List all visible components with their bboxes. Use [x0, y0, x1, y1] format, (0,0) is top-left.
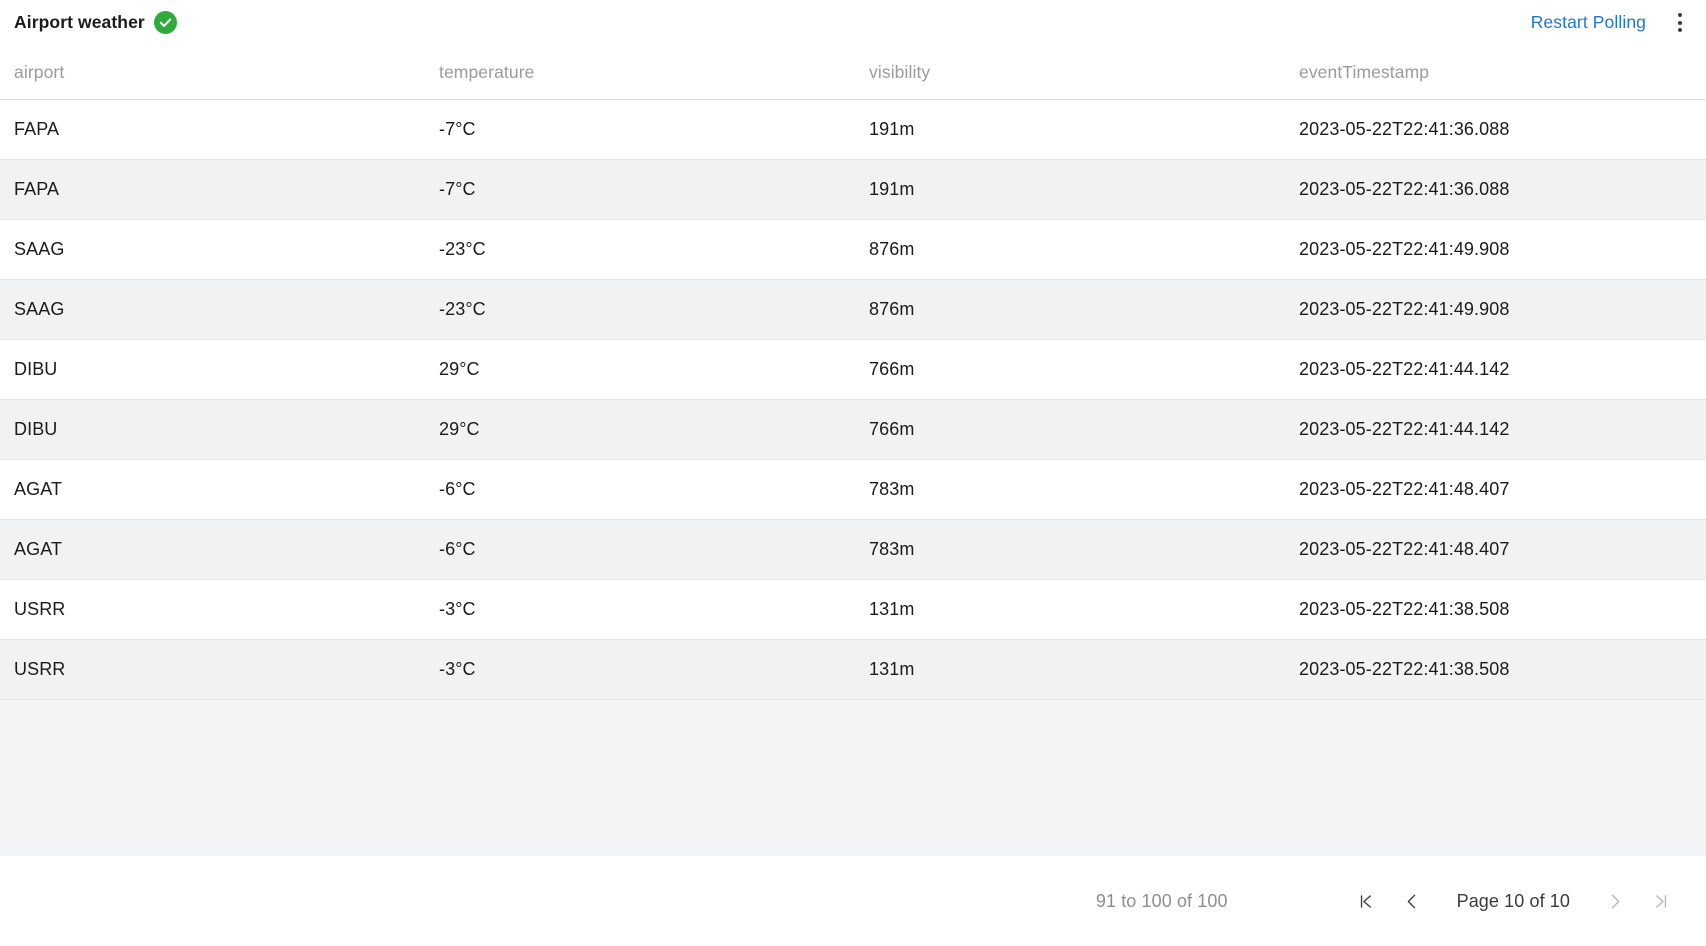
cell-temperature: -7°C	[439, 179, 476, 199]
pagination-page-label: Page 10 of 10	[1456, 891, 1570, 911]
cell-eventtimestamp: 2023-05-22T22:41:48.407	[1299, 479, 1510, 499]
cell-temperature: -6°C	[439, 479, 476, 499]
table-row[interactable]	[0, 100, 1706, 160]
cell-temperature: 29°C	[439, 419, 480, 439]
last-page-icon[interactable]	[1638, 879, 1684, 925]
cell-eventtimestamp: 2023-05-22T22:41:44.142	[1299, 359, 1510, 379]
cell-temperature: -23°C	[439, 299, 486, 319]
column-header-visibility[interactable]: visibility	[869, 61, 931, 82]
table-row[interactable]	[0, 160, 1706, 220]
cell-temperature: -3°C	[439, 659, 476, 679]
cell-visibility: 876m	[869, 239, 915, 259]
table-header-row	[0, 45, 1706, 100]
page-title: Airport weather	[14, 12, 145, 32]
cell-temperature: -7°C	[439, 119, 476, 139]
pagination-range: 91 to 100 of 100	[1095, 891, 1228, 911]
first-page-icon[interactable]	[1343, 879, 1389, 925]
cell-airport: SAAG	[14, 299, 65, 319]
cell-eventtimestamp: 2023-05-22T22:41:49.908	[1299, 299, 1510, 319]
column-header-airport[interactable]: airport	[14, 61, 65, 82]
kebab-dot-1	[1678, 13, 1682, 17]
cell-eventtimestamp: 2023-05-22T22:41:49.908	[1299, 239, 1510, 259]
cell-visibility: 876m	[869, 299, 915, 319]
previous-page-icon[interactable]	[1389, 879, 1435, 925]
table-body	[0, 100, 1706, 856]
cell-temperature: 29°C	[439, 359, 480, 379]
table-row[interactable]	[0, 460, 1706, 520]
cell-airport: DIBU	[14, 359, 58, 379]
cell-visibility: 191m	[869, 179, 915, 199]
table-row[interactable]	[0, 280, 1706, 340]
panel-header	[0, 0, 1706, 45]
cell-airport: AGAT	[14, 539, 63, 559]
cell-eventtimestamp: 2023-05-22T22:41:36.088	[1299, 119, 1510, 139]
cell-visibility: 766m	[869, 419, 915, 439]
column-header-temperature[interactable]: temperature	[439, 61, 535, 82]
pagination-bar	[0, 856, 1706, 946]
cell-temperature: -6°C	[439, 539, 476, 559]
title-group	[14, 11, 177, 34]
kebab-menu-icon[interactable]	[1666, 6, 1694, 40]
cell-visibility: 783m	[869, 539, 915, 559]
cell-eventtimestamp: 2023-05-22T22:41:36.088	[1299, 179, 1510, 199]
next-page-icon[interactable]	[1592, 879, 1638, 925]
cell-eventtimestamp: 2023-05-22T22:41:38.508	[1299, 599, 1510, 619]
restart-polling-button[interactable]: Restart Polling	[1525, 8, 1652, 37]
cell-airport: DIBU	[14, 419, 58, 439]
check-circle-icon	[154, 11, 177, 34]
table-row[interactable]	[0, 220, 1706, 280]
table-row[interactable]	[0, 340, 1706, 400]
cell-eventtimestamp: 2023-05-22T22:41:48.407	[1299, 539, 1510, 559]
cell-eventtimestamp: 2023-05-22T22:41:44.142	[1299, 419, 1510, 439]
cell-airport: SAAG	[14, 239, 65, 259]
kebab-dot-2	[1678, 21, 1682, 25]
cell-airport: USRR	[14, 659, 66, 679]
cell-visibility: 766m	[869, 359, 915, 379]
table-row[interactable]	[0, 400, 1706, 460]
cell-airport: USRR	[14, 599, 66, 619]
table-row[interactable]	[0, 520, 1706, 580]
cell-airport: FAPA	[14, 179, 60, 199]
cell-visibility: 131m	[869, 659, 915, 679]
cell-airport: FAPA	[14, 119, 60, 139]
cell-temperature: -23°C	[439, 239, 486, 259]
cell-visibility: 783m	[869, 479, 915, 499]
weather-table	[0, 45, 1706, 856]
cell-airport: AGAT	[14, 479, 63, 499]
table-row[interactable]	[0, 580, 1706, 640]
kebab-dot-3	[1678, 28, 1682, 32]
cell-eventtimestamp: 2023-05-22T22:41:38.508	[1299, 659, 1510, 679]
cell-temperature: -3°C	[439, 599, 476, 619]
cell-visibility: 191m	[869, 119, 915, 139]
table-row[interactable]	[0, 640, 1706, 700]
cell-visibility: 131m	[869, 599, 915, 619]
column-header-eventtimestamp[interactable]: eventTimestamp	[1299, 61, 1430, 82]
